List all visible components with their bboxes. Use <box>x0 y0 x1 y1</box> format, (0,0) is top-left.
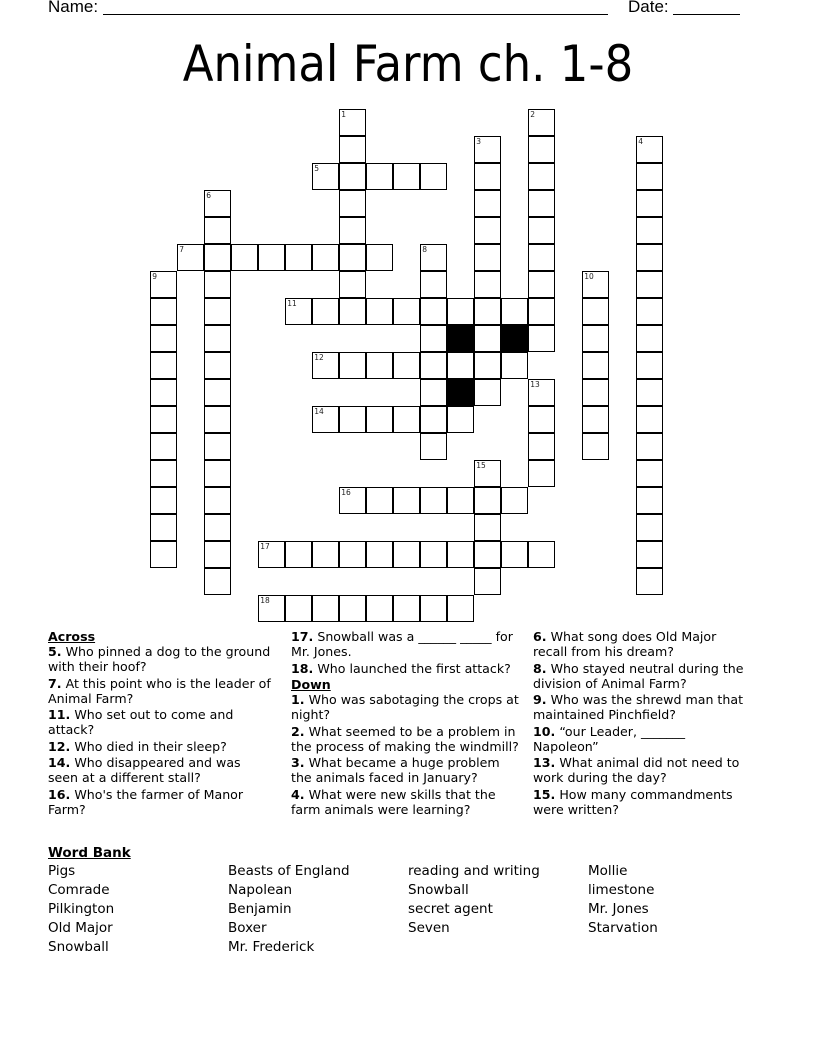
clue-down-15: 15. How many commandments were written? <box>533 786 733 817</box>
grid-cell[interactable] <box>582 406 609 433</box>
grid-cell[interactable] <box>474 136 501 163</box>
grid-cell[interactable] <box>528 298 555 325</box>
grid-cell[interactable] <box>636 163 663 190</box>
grid-cell[interactable] <box>528 190 555 217</box>
grid-cell[interactable] <box>258 541 285 568</box>
grid-cell[interactable] <box>312 595 339 622</box>
grid-cell[interactable] <box>474 352 501 379</box>
grid-cell[interactable] <box>528 109 555 136</box>
word-bank-item: limestone <box>588 882 655 898</box>
clue-number: 2 <box>530 110 536 120</box>
grid-cell[interactable] <box>150 352 177 379</box>
grid-cell[interactable] <box>312 406 339 433</box>
clue-across-11: 11. Who set out to come and attack? <box>48 707 234 737</box>
grid-cell[interactable] <box>636 190 663 217</box>
grid-cell[interactable] <box>366 352 393 379</box>
grid-cell[interactable] <box>150 460 177 487</box>
grid-cell[interactable] <box>204 406 231 433</box>
clues-column-3 <box>533 629 753 818</box>
grid-cell[interactable] <box>528 217 555 244</box>
clue-number: 3 <box>476 137 482 147</box>
grid-cell[interactable] <box>339 109 366 136</box>
grid-cell[interactable] <box>501 487 528 514</box>
grid-cell[interactable] <box>474 298 501 325</box>
grid-cell[interactable] <box>339 163 366 190</box>
grid-cell[interactable] <box>150 271 177 298</box>
grid-cell[interactable] <box>636 487 663 514</box>
word-bank-item: Beasts of England <box>228 863 350 879</box>
grid-cell[interactable] <box>636 433 663 460</box>
grid-cell[interactable] <box>366 244 393 271</box>
grid-cell[interactable] <box>204 298 231 325</box>
grid-cell[interactable] <box>636 271 663 298</box>
clue-number: 14 <box>314 407 324 417</box>
grid-cell[interactable] <box>501 298 528 325</box>
clue-number: 8 <box>422 245 428 255</box>
word-bank-item: Benjamin <box>228 901 292 917</box>
across-heading: Across <box>48 629 96 644</box>
grid-cell[interactable] <box>393 487 420 514</box>
grid-cell[interactable] <box>474 190 501 217</box>
grid-cell[interactable] <box>339 271 366 298</box>
date-label: Date: <box>628 0 669 16</box>
grid-cell[interactable] <box>636 379 663 406</box>
grid-cell[interactable] <box>420 379 447 406</box>
word-bank-item: Boxer <box>228 920 267 936</box>
grid-cell[interactable] <box>231 244 258 271</box>
grid-cell[interactable] <box>366 595 393 622</box>
grid-cell[interactable] <box>528 325 555 352</box>
grid-cell[interactable] <box>474 568 501 595</box>
grid-cell[interactable] <box>474 163 501 190</box>
grid-cell[interactable] <box>474 271 501 298</box>
grid-cell[interactable] <box>636 217 663 244</box>
grid-cell[interactable] <box>312 298 339 325</box>
grid-cell[interactable] <box>393 163 420 190</box>
clue-number: 4 <box>638 137 644 147</box>
clue-across-17: 17. Snowball was a ______ _____ for Mr. Jones. <box>291 629 513 659</box>
grid-cell[interactable] <box>312 244 339 271</box>
grid-cell[interactable] <box>474 244 501 271</box>
grid-cell[interactable] <box>420 244 447 271</box>
grid-cell[interactable] <box>150 406 177 433</box>
clue-down-6: 6. What song does Old Major recall from his dream? <box>533 629 717 659</box>
grid-cell[interactable] <box>204 271 231 298</box>
grid-cell[interactable] <box>420 271 447 298</box>
grid-cell[interactable] <box>582 298 609 325</box>
clue-number: 17 <box>260 542 270 552</box>
word-bank-heading: Word Bank <box>48 845 131 861</box>
clue-across-14: 14. Who disappeared and was seen at a different stall? <box>48 755 241 785</box>
grid-cell[interactable] <box>204 460 231 487</box>
grid-cell[interactable] <box>339 595 366 622</box>
grid-cell[interactable] <box>474 217 501 244</box>
clue-across-18: 18. Who launched the first attack? <box>291 660 511 676</box>
grid-cell[interactable] <box>447 541 474 568</box>
word-bank-item: Mollie <box>588 863 628 879</box>
grid-cell[interactable] <box>339 298 366 325</box>
grid-cell[interactable] <box>582 433 609 460</box>
clue-number: 5 <box>314 164 320 174</box>
grid-cell[interactable] <box>447 298 474 325</box>
word-bank-item: Starvation <box>588 920 658 936</box>
grid-cell[interactable] <box>636 325 663 352</box>
grid-cell[interactable] <box>636 460 663 487</box>
grid-cell[interactable] <box>366 406 393 433</box>
grid-cell[interactable] <box>528 433 555 460</box>
grid-cell[interactable] <box>636 244 663 271</box>
black-cell <box>447 379 474 406</box>
grid-cell[interactable] <box>420 163 447 190</box>
grid-cell[interactable] <box>204 244 231 271</box>
grid-cell[interactable] <box>150 379 177 406</box>
clue-number: 12 <box>314 353 324 363</box>
grid-cell[interactable] <box>636 406 663 433</box>
grid-cell[interactable] <box>204 325 231 352</box>
grid-cell[interactable] <box>312 541 339 568</box>
clue-across-7: 7. At this point who is the leader of Animal Farm? <box>48 675 271 706</box>
grid-cell[interactable] <box>582 379 609 406</box>
grid-cell[interactable] <box>204 190 231 217</box>
grid-cell[interactable] <box>582 325 609 352</box>
grid-cell[interactable] <box>474 379 501 406</box>
word-bank-item: secret agent <box>408 901 493 917</box>
clue-across-16: 16. Who's the farmer of Manor Farm? <box>48 786 244 817</box>
clue-number: 10 <box>584 272 594 282</box>
grid-cell[interactable] <box>285 244 312 271</box>
grid-cell[interactable] <box>474 460 501 487</box>
grid-cell[interactable] <box>420 433 447 460</box>
grid-cell[interactable] <box>636 298 663 325</box>
grid-cell[interactable] <box>285 595 312 622</box>
grid-cell[interactable] <box>528 136 555 163</box>
grid-cell[interactable] <box>204 352 231 379</box>
word-bank-item: Pilkington <box>48 901 115 917</box>
clue-number: 11 <box>287 299 297 309</box>
black-cell <box>447 325 474 352</box>
word-bank-item: Old Major <box>48 920 113 936</box>
clue-across-12: 12. Who died in their sleep? <box>48 738 227 754</box>
grid-cell[interactable] <box>420 298 447 325</box>
grid-cell[interactable] <box>204 568 231 595</box>
grid-cell[interactable] <box>366 298 393 325</box>
word-bank-item: Comrade <box>48 882 110 898</box>
grid-cell[interactable] <box>393 298 420 325</box>
grid-cell[interactable] <box>204 541 231 568</box>
grid-cell[interactable] <box>150 325 177 352</box>
grid-cell[interactable] <box>528 271 555 298</box>
grid-cell[interactable] <box>528 379 555 406</box>
page-title: Animal Farm ch. 1-8 <box>182 35 634 93</box>
grid-cell[interactable] <box>420 352 447 379</box>
grid-cell[interactable] <box>636 136 663 163</box>
clue-down-9: 9. Who was the shrewd man that maintained Pinchfield? <box>533 692 744 722</box>
grid-cell[interactable] <box>339 487 366 514</box>
grid-cell[interactable] <box>339 541 366 568</box>
word-bank-item: Napolean <box>228 882 293 898</box>
clue-number: 15 <box>476 461 486 471</box>
grid-cell[interactable] <box>474 325 501 352</box>
grid-cell[interactable] <box>528 163 555 190</box>
grid-cell[interactable] <box>636 541 663 568</box>
grid-cell[interactable] <box>339 406 366 433</box>
grid-cell[interactable] <box>420 406 447 433</box>
grid-cell[interactable] <box>501 541 528 568</box>
clue-number: 7 <box>179 245 185 255</box>
grid-cell[interactable] <box>339 352 366 379</box>
grid-cell[interactable] <box>393 595 420 622</box>
clue-number: 1 <box>341 110 347 120</box>
word-bank-item: Mr. Frederick <box>228 939 315 955</box>
grid-cell[interactable] <box>366 487 393 514</box>
grid-cell[interactable] <box>204 514 231 541</box>
word-bank-item: Seven <box>408 920 450 936</box>
grid-cell[interactable] <box>636 352 663 379</box>
grid-cell[interactable] <box>150 541 177 568</box>
clue-down-10: 10. “our Leader, _______ Napoleon” <box>533 723 686 754</box>
grid-cell[interactable] <box>393 541 420 568</box>
clue-down-2: 2. What seemed to be a problem in the process of making the windmill? <box>291 723 519 754</box>
clue-number: 18 <box>260 596 270 606</box>
clue-down-13: 13. What animal did not need to work during the day? <box>533 755 740 785</box>
grid-cell[interactable] <box>636 514 663 541</box>
grid-cell[interactable] <box>636 568 663 595</box>
grid-cell[interactable] <box>582 271 609 298</box>
grid-cell[interactable] <box>339 136 366 163</box>
grid-cell[interactable] <box>528 244 555 271</box>
grid-cell[interactable] <box>366 163 393 190</box>
word-bank-item: Mr. Jones <box>588 901 649 917</box>
grid-cell[interactable] <box>447 406 474 433</box>
grid-cell[interactable] <box>339 244 366 271</box>
grid-cell[interactable] <box>312 163 339 190</box>
grid-cell[interactable] <box>393 406 420 433</box>
grid-cell[interactable] <box>285 541 312 568</box>
word-bank-item: Snowball <box>48 939 109 955</box>
word-bank-item: reading and writing <box>408 863 540 879</box>
grid-cell[interactable] <box>420 541 447 568</box>
name-label: Name: <box>48 0 99 16</box>
grid-cell[interactable] <box>150 514 177 541</box>
clue-down-4: 4. What were new skills that the farm animals were learning? <box>291 786 496 817</box>
grid-cell[interactable] <box>258 595 285 622</box>
grid-cell[interactable] <box>204 487 231 514</box>
down-heading: Down <box>291 677 331 692</box>
grid-cell[interactable] <box>258 244 285 271</box>
clue-number: 13 <box>530 380 540 390</box>
grid-cell[interactable] <box>474 514 501 541</box>
word-bank-item: Snowball <box>408 882 469 898</box>
grid-cell[interactable] <box>339 217 366 244</box>
grid-cell[interactable] <box>150 433 177 460</box>
grid-cell[interactable] <box>528 460 555 487</box>
grid-cell[interactable] <box>204 379 231 406</box>
grid-cell[interactable] <box>177 244 204 271</box>
clue-down-1: 1. Who was sabotaging the crops at night? <box>291 692 519 722</box>
grid-cell[interactable] <box>150 298 177 325</box>
grid-cell[interactable] <box>528 406 555 433</box>
clue-down-8: 8. Who stayed neutral during the division of Animal Farm? <box>533 660 744 691</box>
grid-cell[interactable] <box>501 352 528 379</box>
grid-cell[interactable] <box>285 298 312 325</box>
grid-cell[interactable] <box>447 352 474 379</box>
black-cell <box>501 325 528 352</box>
clues-column-1 <box>48 629 273 818</box>
clue-down-3: 3. What became a huge problem the animals faced in January? <box>291 755 500 785</box>
grid-cell[interactable] <box>312 352 339 379</box>
clues-column-2 <box>291 629 521 818</box>
grid-cell[interactable] <box>447 487 474 514</box>
grid-cell[interactable] <box>393 352 420 379</box>
grid-cell[interactable] <box>474 541 501 568</box>
grid-cell[interactable] <box>150 487 177 514</box>
word-bank-item: Pigs <box>48 863 76 879</box>
clue-number: 6 <box>206 191 212 201</box>
clue-number: 9 <box>152 272 158 282</box>
grid-cell[interactable] <box>420 595 447 622</box>
grid-cell[interactable] <box>582 352 609 379</box>
clue-across-5: 5. Who pinned a dog to the ground with their hoof? <box>48 644 271 674</box>
grid-cell[interactable] <box>474 487 501 514</box>
grid-cell[interactable] <box>204 433 231 460</box>
clue-number: 16 <box>341 488 351 498</box>
grid-cell[interactable] <box>420 487 447 514</box>
grid-cell[interactable] <box>528 541 555 568</box>
grid-cell[interactable] <box>366 541 393 568</box>
grid-cell[interactable] <box>447 595 474 622</box>
grid-cell[interactable] <box>420 325 447 352</box>
grid-cell[interactable] <box>204 217 231 244</box>
grid-cell[interactable] <box>339 190 366 217</box>
